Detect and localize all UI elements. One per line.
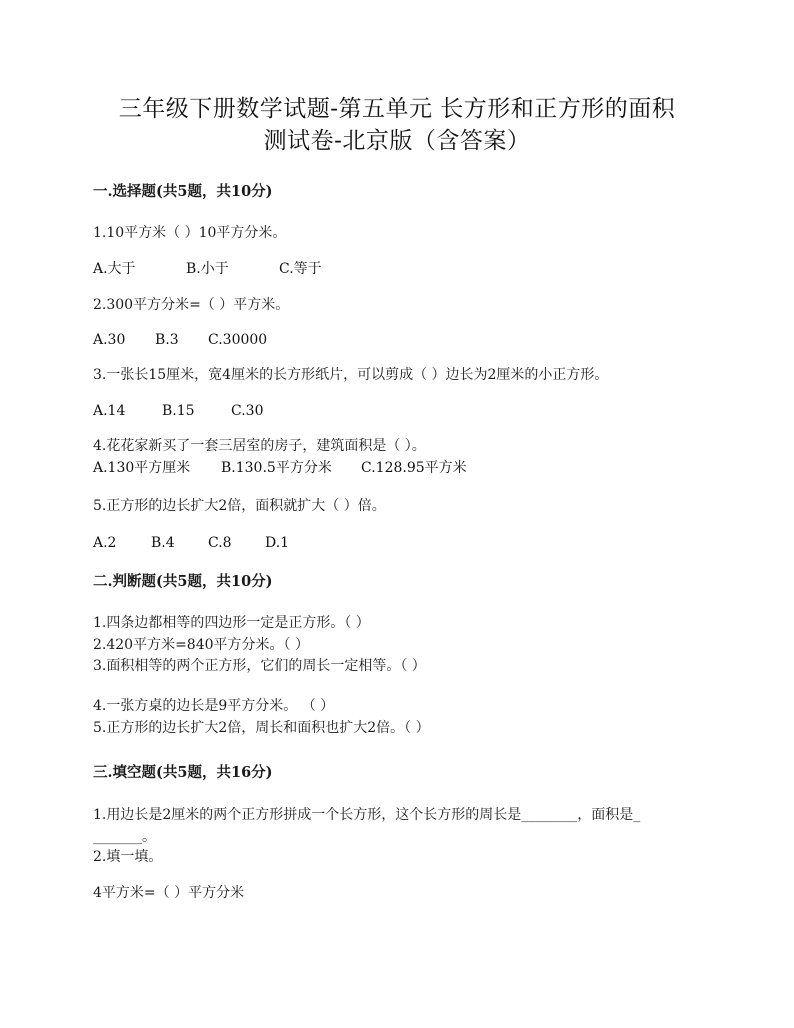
option-1-5-c: C.8 (208, 535, 232, 551)
option-1-1-a: A.大于 (93, 261, 136, 277)
option-1-1-c: C.等于 (279, 261, 322, 277)
option-1-3-a: A.14 (93, 403, 126, 419)
option-1-4-a: A.130平方厘米 (93, 460, 191, 476)
judgment-item-5: 5.正方形的边长扩大2倍，周长和面积也扩大2倍。（ ） (93, 720, 430, 736)
judgment-item-4: 4.一张方桌的边长是9平方分米。 （ ） (93, 698, 335, 714)
judgment-item-1: 1.四条边都相等的四边形一定是正方形。（ ） (93, 615, 370, 631)
fill-question-1-line-1: 1.用边长是2厘米的两个正方形拼成一个长方形，这个长方形的周长是________，面积是_ (93, 807, 641, 823)
option-1-2-b: B.3 (155, 332, 179, 348)
section-heading-fill-in: 三.填空题(共5题，共16分) (93, 764, 273, 781)
document-title-line-2: 测试卷-北京版（含答案） (263, 128, 531, 154)
section-heading-judgment: 二.判断题(共5题，共10分) (93, 573, 273, 590)
option-1-3-b: B.15 (162, 403, 195, 419)
question-1-3: 3.一张长15厘米，宽4厘米的长方形纸片，可以剪成（ ）边长为2厘米的小正方形。 (93, 367, 609, 383)
question-1-5: 5.正方形的边长扩大2倍，面积就扩大（ ）倍。 (93, 498, 386, 514)
option-1-5-b: B.4 (151, 535, 175, 551)
judgment-item-3: 3.面积相等的两个正方形，它们的周长一定相等。（ ） (93, 658, 426, 674)
option-1-2-a: A.30 (93, 332, 126, 348)
fill-question-1-line-2: _______。 (93, 829, 156, 845)
fill-question-2-item: 4平方米=（ ）平方分米 (93, 885, 245, 901)
option-1-2-c: C.30000 (208, 332, 268, 348)
document-title-line-1: 三年级下册数学试题-第五单元 长方形和正方形的面积 (118, 96, 676, 122)
section-heading-choice: 一.选择题(共5题，共10分) (93, 183, 273, 200)
option-1-4-b: B.130.5平方分米 (221, 460, 332, 476)
question-1-2: 2.300平方分米=（ ）平方米。 (93, 297, 290, 313)
option-1-3-c: C.30 (231, 403, 264, 419)
option-1-5-d: D.1 (265, 535, 290, 551)
option-1-5-a: A.2 (93, 535, 117, 551)
option-1-4-c: C.128.95平方米 (361, 460, 467, 476)
judgment-item-2: 2.420平方米=840平方分米。（ ） (93, 637, 309, 653)
question-1-4: 4.花花家新买了一套三居室的房子，建筑面积是（ ）。 (93, 438, 426, 454)
fill-question-2: 2.填一填。 (93, 849, 163, 865)
question-1-1: 1.10平方米（ ）10平方分米。 (93, 225, 287, 241)
option-1-1-b: B.小于 (186, 261, 229, 277)
